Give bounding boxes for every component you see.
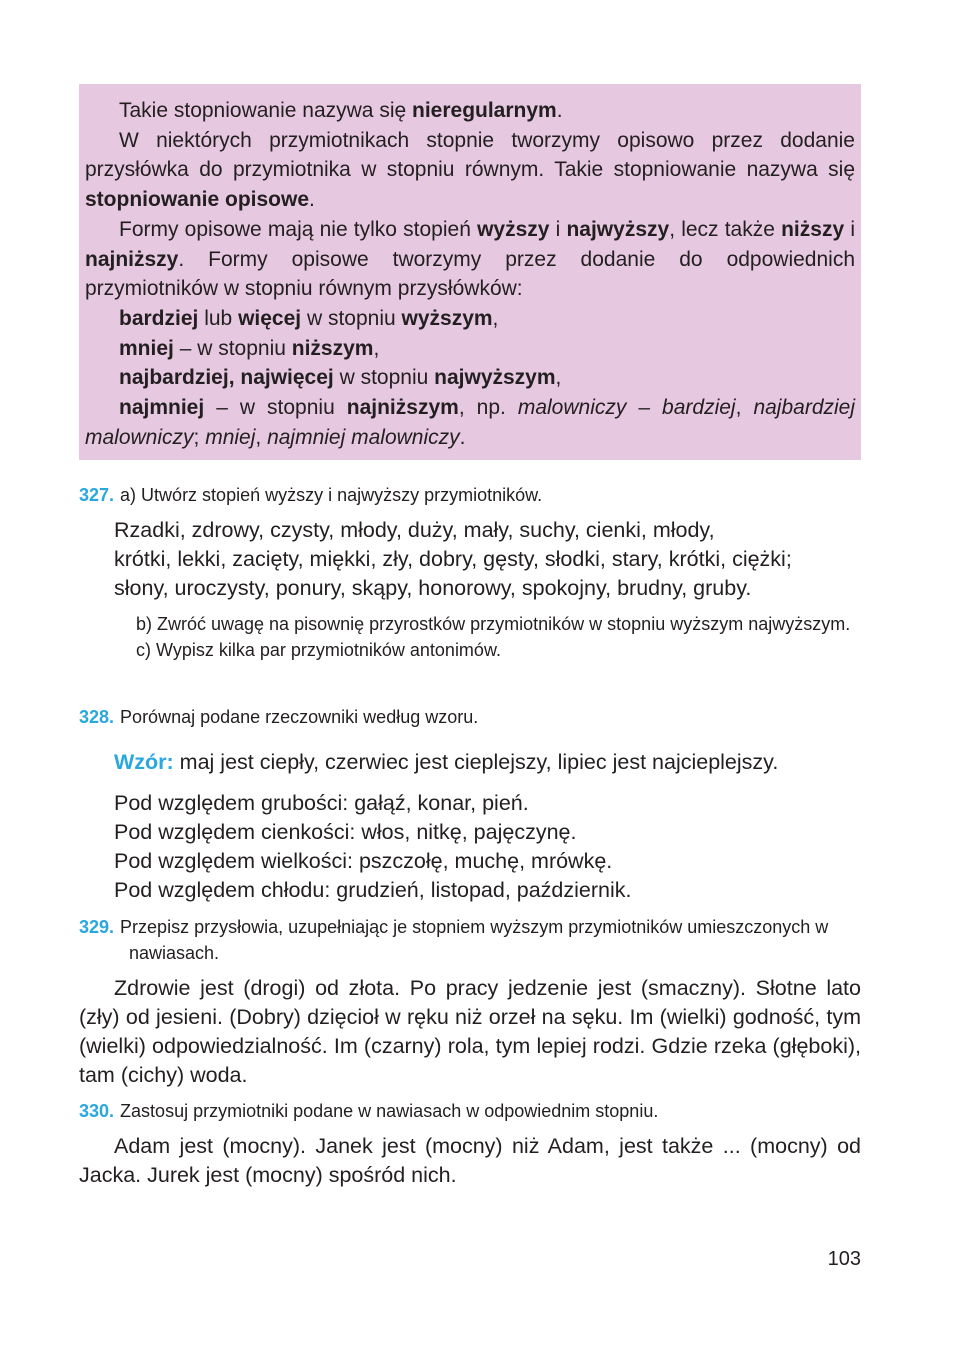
text: . [556,99,563,122]
term-bold: najbardziej, najwięcej [119,366,334,390]
rule-list-item [85,334,855,364]
text: , [373,336,380,360]
page-number: 103 [827,1248,861,1270]
word-line: słony, uroczysty, ponury, skąpy, honorowy, spokojny, brudny, gruby. [114,576,752,600]
text: lub [198,306,239,330]
text: w stopniu [301,306,402,330]
term-bold: najmniej [119,396,205,420]
rule-paragraph-1 [85,96,855,126]
term-bold: wyższym [401,306,493,330]
text: w stopniu [333,366,435,390]
example-italic: najbardziej malowniczy [85,396,856,449]
task-number: 329. [79,917,115,937]
text: , [735,396,754,420]
task-instruction [79,914,861,966]
text: . [309,188,315,212]
text: . Formy opisowe tworzymy przez dodanie do odpowiednich przymiotników w stopniu równym przysłówków: [85,247,855,301]
term-bold: stopniowanie opisowe [85,188,310,212]
term-bold: najwyższym [434,366,556,390]
text: i [844,217,855,241]
text: . [459,425,466,449]
text: ; [193,425,206,449]
text: , [555,366,562,390]
subtask-b: b) Zwróć uwagę na pisownię przyrostków przymiotników w stopniu wyższym najwyższym. [136,614,851,634]
task-instruction [79,1098,861,1124]
term-bold: niższy [781,217,845,241]
comparison-line: Pod względem grubości: gałąź, konar, pień. [114,791,529,815]
rule-list-item [85,304,855,334]
rule-paragraph-3 [85,215,855,304]
task-instruction-text: a) Utwórz stopień wyższy i najwyższy przymiotników. [120,485,543,505]
task-instruction [79,704,861,730]
task-instruction-text: Zastosuj przymiotniki podane w nawiasach w odpowiednim stopniu. [120,1101,659,1121]
comparison-line: Pod względem cienkości: włos, nitkę, pajęczynę. [114,820,577,844]
text: – w stopniu [173,336,292,360]
text: W niektórych przymiotnikach stopnie tworzymy opisowo przez dodanie przysłówka do przymiotnika w stopniu równym. Takie stopniowanie nazywa się [85,128,855,182]
text: Takie stopniowanie nazywa się [119,99,412,122]
term-bold: wyższy [477,217,550,241]
word-list [79,516,861,603]
term-bold: najniższym [346,396,459,420]
term-bold: bardziej [119,306,199,330]
wzor-line [79,748,861,777]
text: , [492,306,499,330]
text: i [549,217,567,241]
task-instruction-text: Porównaj podane rzeczowniki według wzoru. [120,707,479,727]
term-bold: najwyższy [566,217,670,241]
example-italic: mniej [205,425,256,449]
rule-paragraph-2 [85,126,855,215]
subtask-c: c) Wypisz kilka par przymiotników antonimów. [136,640,501,660]
text: – w stopniu [204,396,347,420]
rule-box [79,84,861,460]
task-329 [79,914,861,1090]
wzor-text: maj jest ciepły, czerwiec jest cieplejszy, lipiec jest najcieplejszy. [173,750,779,774]
rule-list-item [85,363,855,393]
task-instruction-text: Przepisz przysłowia, uzupełniając je stopniem wyższym przymiotników umieszczonych w nawiasach. [120,917,829,963]
proverbs-text: Zdrowie jest (drogi) od złota. Po pracy jedzenie jest (smaczny). Słotne lato (zły) od jesieni. (Dobry) dzięcioł w ręku niż orzeł na sęku. Im (wielki) godność, tym (wielki) odpowiedzialność. Im (czarny) rola, tym lepiej rodzi. Gdzie rzeka (głęboki), tam (cichy) woda. [79,976,861,1087]
term-bold: najniższy [85,247,179,271]
exercise-text: Adam jest (mocny). Janek jest (mocny) niż Adam, jest także ... (mocny) od Jacka. Jurek jest (mocny) spośród nich. [79,1134,861,1187]
rule-list-item-last [85,393,855,452]
term-bold: mniej [119,336,174,360]
text: , np. [458,396,518,420]
task-number: 330. [79,1101,115,1121]
task-number: 328. [79,707,115,727]
word-line: krótki, lekki, zacięty, miękki, zły, dobry, gęsty, słodki, stary, krótki, ciężki; [114,547,792,571]
task-330 [79,1098,861,1190]
task-328 [79,704,861,905]
text: Formy opisowe mają nie tylko stopień [119,217,478,241]
comparison-line: Pod względem wielkości: pszczołę, muchę, mrówkę. [114,849,613,873]
text: , [255,425,268,449]
wzor-label: Wzór: [114,750,174,774]
term-bold: nieregularnym [412,99,557,122]
comparison-line: Pod względem chłodu: grudzień, listopad, październik. [114,878,632,902]
comparison-list [79,789,861,905]
task-327 [79,482,861,663]
text: , lecz także [669,217,782,241]
example-italic: malowniczy – bardziej [517,396,736,420]
word-line: Rzadki, zdrowy, czysty, młody, duży, mały, suchy, cienki, młody, [114,518,715,542]
example-italic: najmniej malowniczy [267,425,460,449]
term-bold: niższym [291,336,374,360]
term-bold: więcej [238,306,302,330]
task-instruction [79,482,861,508]
task-number: 327. [79,485,115,505]
